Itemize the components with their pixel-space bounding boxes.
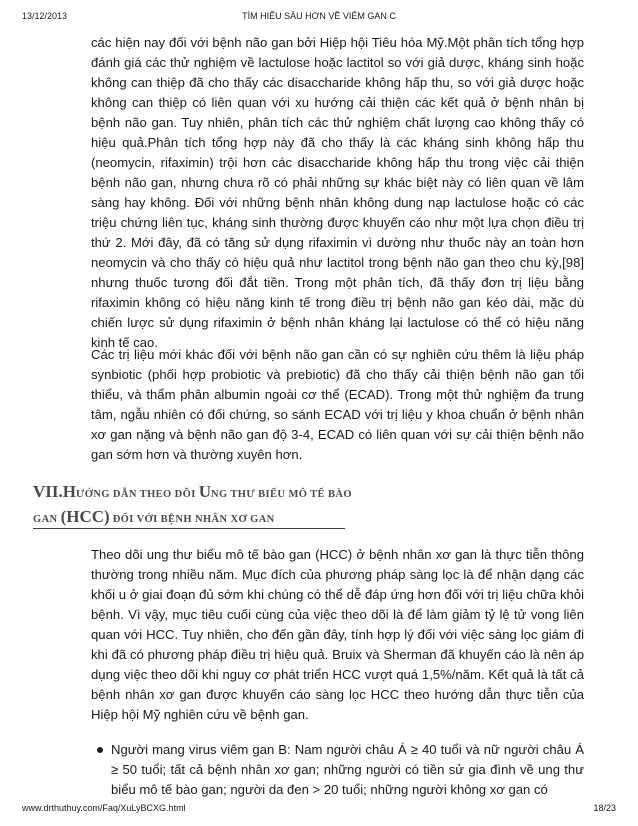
heading-part-2: ƯỚNG DẪN THEO DÕI [76,489,199,500]
heading-part-4: NG THƯ BIỂU MÔ TẾ BÀO GAN [33,489,352,525]
heading-part-6: ĐỐI VỚI BỆNH NHÂN XƠ GAN [109,514,275,525]
paragraph-new-therapies: Các trị liệu mới khác đối với bệnh não gan cần có sự nghiên cứu thêm là liệu pháp synbiotic (phối hợp probiotic và prebiotic) đã cho thấy cải thiện bệnh não gan tối thiểu, và thẩm phân albumin ngoài cơ thể (ECAD). Trong một thử nghiệm đa trung tâm, ngẫu nhiên có đối chứng, so sánh ECAD với trị liệu y khoa chuẩn ở bệnh nhân xơ gan nặng và bệnh não gan độ 3-4, ECAD có liên quan với sự cải thiện bệnh não gan sớm hơn và thường xuyên hơn. [91,347,584,462]
heading-underline [33,528,345,529]
paragraph-hcc-surveillance: Theo dõi ung thư biểu mô tế bào gan (HCC) ở bệnh nhân xơ gan là thực tiễn thông thường trong nhiều năm. Mục đích của phương pháp sàng lọc là để nhận dạng các khối u ở giai đoạn đủ sớm khi chúng có thể dễ đáp ứng hơn đối với trị liệu chữa khỏi bệnh. Vì vậy, mục tiêu cuối cùng của việc theo dõi là để làm giảm tỷ lệ tử vong liên quan với HCC. Tuy nhiên, cho đến gần đây, tính hợp lý đối với việc sàng lọc giám đi khi đã có phương pháp điều trị hiệu quả. Bruix và Sherman đã khuyến cáo là nên áp dụng việc theo dõi khi nguy cơ phát triển HCC vượt quá 1,5%/năm. Kết quả là tất cả bệnh nhân xơ gan được khuyến cáo sàng lọc HCC theo hướng dẫn thực tiễn của Hiệp hội Mỹ nghiên cứu về bệnh gan. [91,547,584,722]
section-numeral: VII. [33,482,63,501]
bullet-dot-icon [97,747,103,753]
heading-part-3: U [198,482,211,501]
section-heading [33,481,363,531]
header-date: 13/12/2013 [22,11,68,21]
bullet-text: Người mang virus viêm gan B: Nam người châu Á ≥ 40 tuổi và nữ người châu Á ≥ 50 tuổi; tất cả bệnh nhân xơ gan; những người có tiền sử gia đình về ung thư biểu mô tế bào gan; người da đen > 20 tuổi; những người không xơ gan có [111,742,584,797]
footer-url[interactable]: www.drthuthuy.com/Faq/XuLyBCXG.html [22,803,186,813]
paragraph-hepatic-encephalopathy-treatment: các hiện nay đối với bệnh não gan bởi Hiệp hội Tiêu hóa Mỹ.Một phân tích tổng hợp đánh giá các thử nghiệm về lactulose hoặc lactitol so với giả dược, kháng sinh hoặc không can thiệp đã cho thấy các disaccharide không hấp thu, so với giả dược hoặc không can thiệp có liên quan với xu hướng cải thiện các kết quả ở bệnh nhân bị bệnh não gan. Tuy nhiên, phân tích các thử nghiệm chất lượng cao không thấy có hiệu quả.Phân tích tổng hợp này đã cho thấy là các kháng sinh không hấp thu (neomycin, rifaximin) trội hơn các disaccharide không hấp thu trong việc cải thiện bệnh não gan, nhưng chưa rõ có phải những sự khác biệt này có liên quan về lâm sàng hay không. Đối với những bệnh nhân không dung nạp lactulose hoặc có các triệu chứng liên tục, kháng sinh thường được khuyến cáo như một lựa chọn điều trị thứ 2. Mới đây, đã có tăng sử dụng rifaximin vì dường như thuốc này an toàn hơn neomycin và cho thấy có hiệu quả như lactitol trong bệnh não gan theo chu kỳ,[98] nhưng thuốc tương đối đắt tiền. Trong một phân tích, đã thấy đơn trị liệu bằng rifaximin không có hiệu năng kinh tế trong điều trị bệnh não gan kéo dài, mặc dù chiến lược sử dụng rifaximin ở bệnh nhân kháng lại lactulose có thể có hiệu năng kinh tế cao. [91,35,584,350]
footer-page-number: 18/23 [593,803,616,813]
header-title: TÌM HIỂU SÂU HƠN VỀ VIÊM GAN C [242,11,396,21]
bullet-item [91,740,584,800]
heading-part-5: (HCC) [60,507,110,526]
bullet-list [91,740,584,800]
heading-part-1: H [62,482,76,501]
